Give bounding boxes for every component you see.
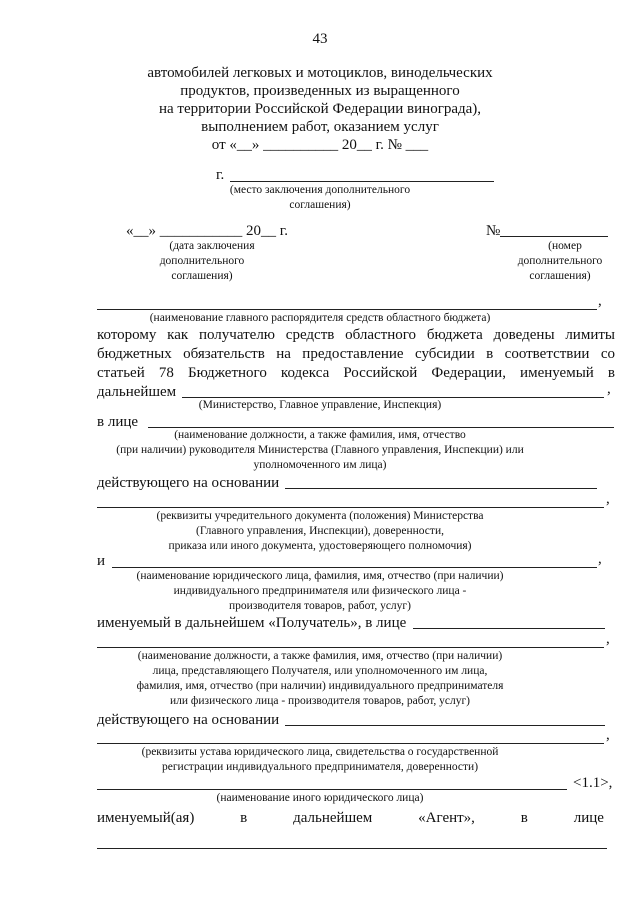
agent-word: лице <box>573 810 604 826</box>
recipient-field[interactable] <box>112 567 597 568</box>
head-person-hint: (наименование должности, а также фамилия, имя, отчество <box>174 429 466 441</box>
agent-person-field[interactable] <box>97 848 607 849</box>
agent-word: в <box>520 810 528 826</box>
head-person-hint: (при наличии) руководителя Министерства (Главного управления, Инспекции) или <box>116 444 524 456</box>
main-manager-field[interactable] <box>97 309 597 310</box>
date-hint: (дата заключения <box>169 240 255 252</box>
heading-line: автомобилей легковых и мотоциклов, винодельческих <box>147 65 493 81</box>
charter-hint: приказа или иного документа, удостоверяющего полномочия) <box>168 540 472 552</box>
recipient-line-label: именуемый в дальнейшем «Получатель», в лице <box>97 615 407 631</box>
recipient-person-field[interactable] <box>413 628 605 629</box>
place-prefix: г. <box>216 167 225 183</box>
paragraph-line: бюджетных обязательств на предоставление субсидии в соответствии со <box>97 346 615 362</box>
heading-line: продуктов, произведенных из выращенного <box>180 83 460 99</box>
recipient-person-hint: (наименование должности, а также фамилия, имя, отчество (при наличии) <box>137 650 503 662</box>
heading-line: на территории Российской Федерации винограда), <box>158 101 482 117</box>
number-field[interactable] <box>500 236 608 237</box>
comma: , <box>606 727 610 743</box>
acting-basis-field[interactable] <box>285 488 597 489</box>
statute-hint: (реквизиты устава юридического лица, свидетельства о государственной <box>141 746 499 758</box>
hereinafter-label: дальнейшем <box>97 384 177 400</box>
recipient-person-hint: фамилия, имя, отчество (при наличии) индивидуального предпринимателя <box>136 680 504 692</box>
place-hint: (место заключения дополнительного <box>229 184 411 196</box>
number-hint: (номер <box>548 240 582 252</box>
statute-field[interactable] <box>285 725 605 726</box>
acting-basis-field-2[interactable] <box>97 507 604 508</box>
recipient-person-field-2[interactable] <box>97 647 604 648</box>
charter-hint: (реквизиты учредительного документа (положения) Министерства <box>156 510 484 522</box>
agent-line <box>97 809 604 828</box>
recipient-hint: производителя товаров, работ, услуг) <box>229 600 411 612</box>
comma: , <box>598 293 602 309</box>
and-label: и <box>97 553 106 569</box>
number-hint: дополнительного <box>517 255 603 267</box>
statute-field-2[interactable] <box>97 743 604 744</box>
heading-line: от «__» __________ 20__ г. № ___ <box>211 137 429 153</box>
comma: , <box>606 631 610 647</box>
agent-word: в <box>240 810 248 826</box>
paragraph-line: которому как получателю средств областного бюджета доведены лимиты <box>97 327 615 343</box>
date-hint: дополнительного <box>159 255 245 267</box>
number-sign: № <box>486 223 501 239</box>
comma: , <box>607 381 611 397</box>
number-hint: соглашения) <box>529 270 591 282</box>
comma: , <box>598 551 602 567</box>
place-hint: соглашения) <box>289 199 351 211</box>
page-number: 43 <box>312 31 328 47</box>
ministry-hint: (Министерство, Главное управление, Инспекция) <box>198 399 442 411</box>
recipient-hint: (наименование юридического лица, фамилия, имя, отчество (при наличии) <box>136 570 504 582</box>
other-entity-hint: (наименование иного юридического лица) <box>216 792 424 804</box>
paragraph-line: статьей 78 Бюджетного кодекса Российской Федерации, именуемый в <box>97 365 615 381</box>
other-entity-field[interactable] <box>97 789 567 790</box>
charter-hint: (Главного управления, Инспекции), доверенности, <box>196 525 444 537</box>
date-hint: соглашения) <box>171 270 233 282</box>
statute-hint: регистрации индивидуального предпринимателя, доверенности) <box>161 761 479 773</box>
heading-line: выполнением работ, оказанием услуг <box>201 119 439 135</box>
footnote-ref: <1.1>, <box>573 775 613 791</box>
recipient-hint: индивидуального предпринимателя или физического лица - <box>173 585 467 597</box>
recipient-person-hint: лица, представляющего Получателя, или уполномоченного им лица, <box>152 665 488 677</box>
place-field[interactable] <box>230 181 494 182</box>
head-person-hint: уполномоченного им лица) <box>253 459 387 471</box>
in-person-label: в лице <box>97 414 139 430</box>
main-manager-hint: (наименование главного распорядителя средств областного бюджета) <box>149 312 491 324</box>
agent-word: дальнейшем <box>293 810 373 826</box>
acting-basis-label: действующего на основании <box>97 712 280 728</box>
agent-word: именуемый(ая) <box>97 810 195 826</box>
recipient-person-hint: или физического лица - производителя товаров, работ, услуг) <box>170 695 470 707</box>
acting-basis-label: действующего на основании <box>97 475 280 491</box>
date-field[interactable]: «__» ___________ 20__ г. <box>126 223 288 239</box>
agent-word: «Агент», <box>418 810 475 826</box>
comma: , <box>606 491 610 507</box>
